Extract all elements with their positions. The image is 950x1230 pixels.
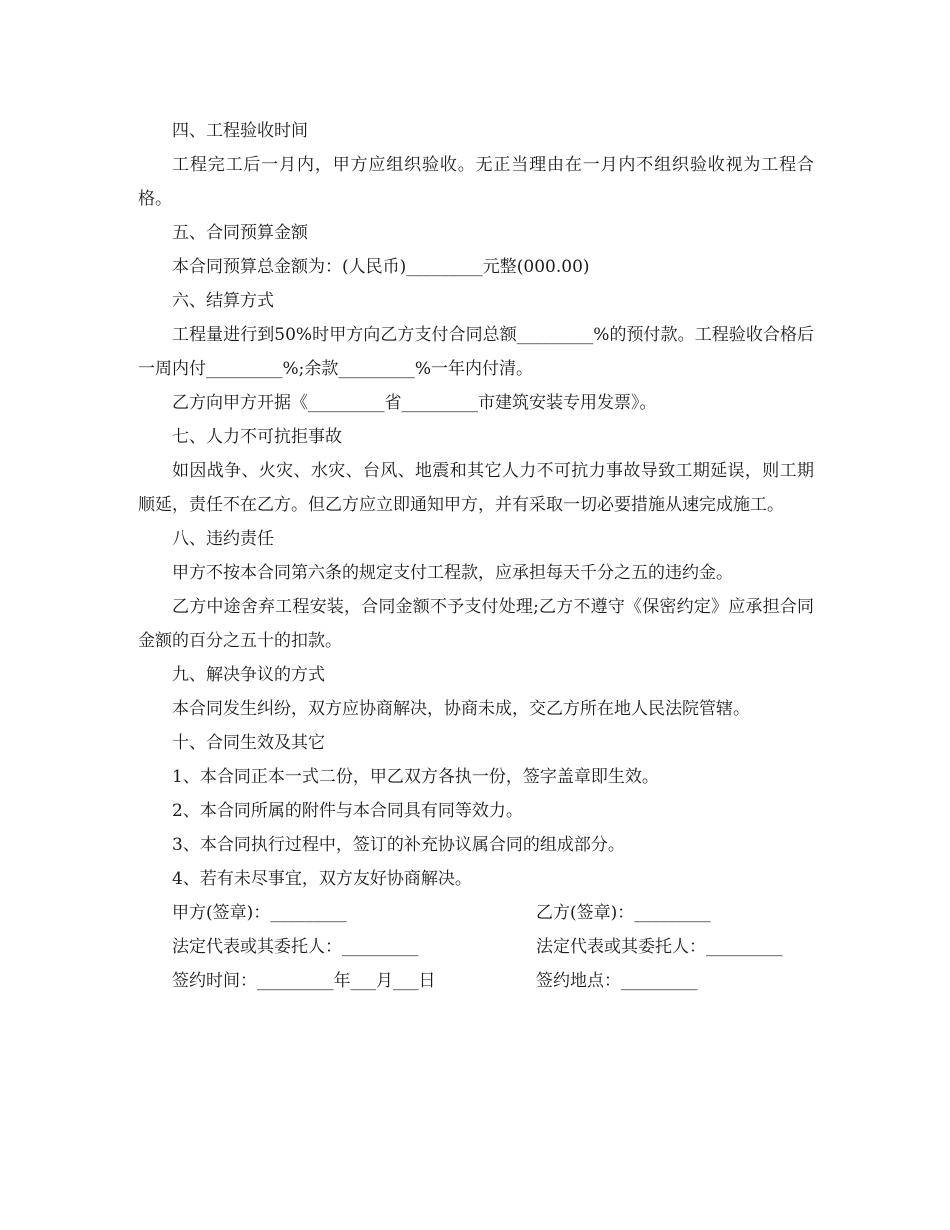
party-a-seal: 甲方(签章)：_________ [172, 903, 347, 923]
party-a-representative: 法定代表或其委托人：_________ [172, 937, 419, 957]
section-heading-force-majeure: 七、人力不可抗拒事故 [172, 427, 342, 447]
signature-row-seal [138, 896, 814, 930]
section-heading-effectiveness: 十、合同生效及其它 [172, 733, 325, 753]
signing-date: 签约时间：_________年___月___日 [172, 971, 436, 991]
signature-row-date-place [138, 964, 814, 998]
section-heading-dispute: 九、解决争议的方式 [172, 665, 325, 685]
section-heading-budget: 五、合同预算金额 [172, 223, 308, 243]
signature-row-representative [138, 930, 814, 964]
clause-3: 3、本合同执行过程中，签订的补充协议属合同的组成部分。 [172, 835, 625, 855]
paragraph-liability-party-b: 乙方中途舍弃工程安装，合同金额不予支付处理;乙方不遵守《保密约定》应承担合同金额的百分之五十的扣款。 [138, 597, 814, 651]
paragraph-force-majeure: 如因战争、火灾、水灾、台风、地震和其它人力不可抗力事故导致工期延误，则工期顺延，责任不在乙方。但乙方应立即通知甲方，并有采取一切必要措施从速完成施工。 [138, 461, 814, 515]
paragraph-liability-party-a: 甲方不按本合同第六条的规定支付工程款，应承担每天千分之五的违约金。 [172, 563, 733, 583]
party-b-seal: 乙方(签章)：_________ [536, 903, 711, 923]
paragraph-dispute: 本合同发生纠纷，双方应协商解决，协商未成，交乙方所在地人民法院管辖。 [172, 699, 750, 719]
clause-1: 1、本合同正本一式二份，甲乙双方各执一份，签字盖章即生效。 [172, 767, 659, 787]
section-heading-settlement: 六、结算方式 [172, 291, 274, 311]
contract-body [138, 114, 814, 998]
clause-4: 4、若有未尽事宜，双方友好协商解决。 [172, 869, 472, 889]
party-b-representative: 法定代表或其委托人：_________ [536, 937, 783, 957]
paragraph-acceptance: 工程完工后一月内，甲方应组织验收。无正当理由在一月内不组织验收视为工程合格。 [138, 155, 814, 209]
paragraph-settlement-invoice: 乙方向甲方开据《_________省_________市建筑安装专用发票》。 [172, 393, 657, 413]
paragraph-budget-amount: 本合同预算总金额为：(人民币)_________元整(000.00) [172, 257, 590, 277]
paragraph-settlement-payment: 工程量进行到50%时甲方向乙方支付合同总额_________%的预付款。工程验收合格后一周内付_________%;余款_________%一年内付清。 [138, 325, 814, 379]
section-heading-liability: 八、违约责任 [172, 529, 274, 549]
signing-place: 签约地点：_________ [536, 971, 698, 991]
clause-2: 2、本合同所属的附件与本合同具有同等效力。 [172, 801, 523, 821]
section-heading-acceptance-time: 四、工程验收时间 [172, 121, 308, 141]
